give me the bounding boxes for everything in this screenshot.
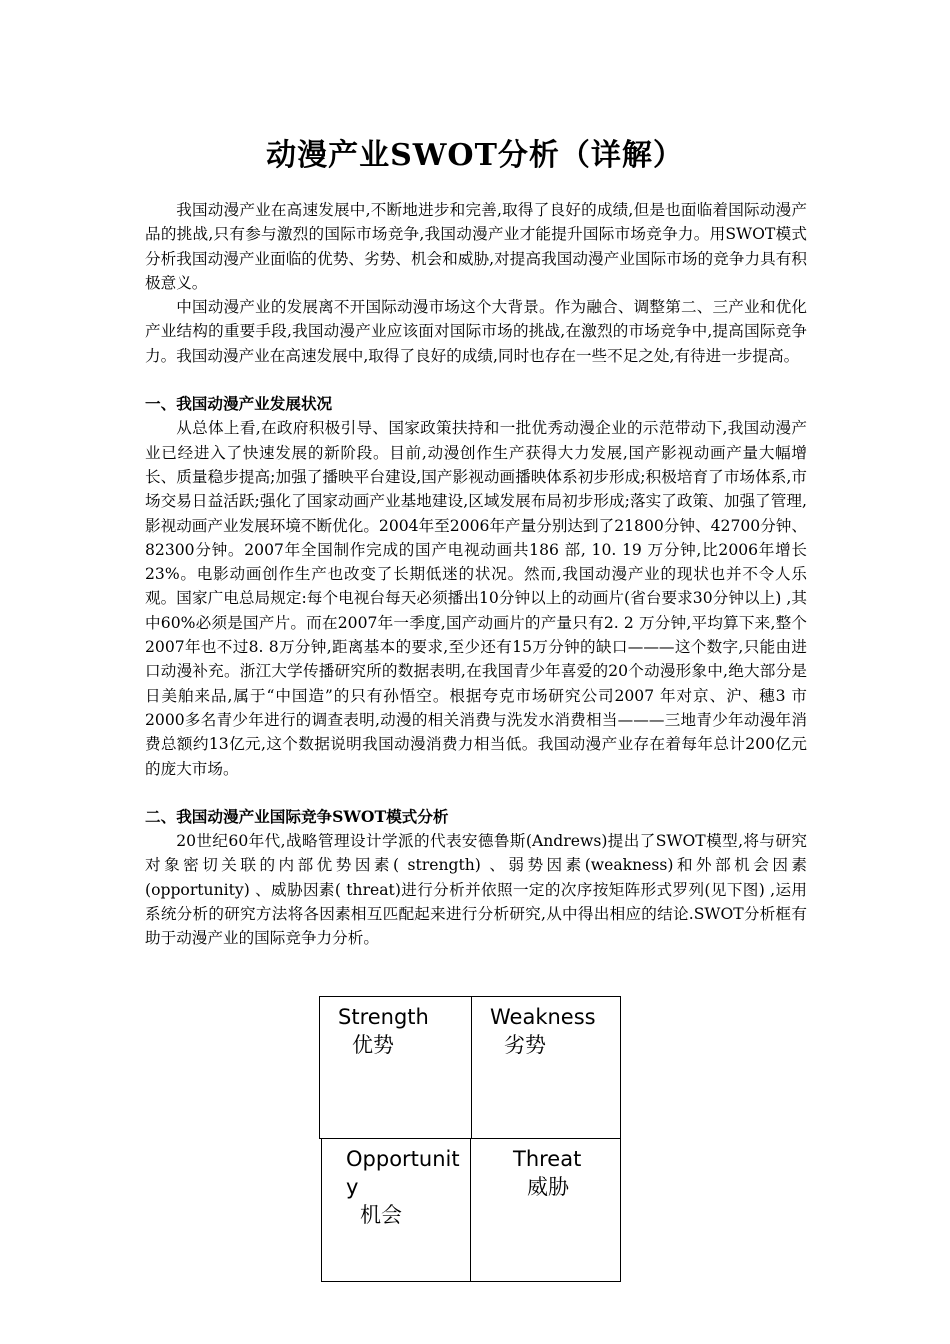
swot-threat-cell — [470, 1138, 621, 1282]
swot-strength-cell — [319, 996, 472, 1139]
intro-paragraph-2: 中国动漫产业的发展离不开国际动漫市场这个大背景。作为融合、调整第二、三产业和优化产业结构的重要手段,我国动漫产业应该面对国际市场的挑战,在激烈的市场竞争中,提高国际竞争力。我国动漫产业在高速发展中,取得了良好的成绩,同时也存在一些不足之处,有待进一步提高。 — [145, 298, 807, 365]
intro-paragraph-1: 我国动漫产业在高速发展中,不断地进步和完善,取得了良好的成绩,但是也面临着国际动漫产品的挑战,只有参与激烈的国际市场竞争,我国动漫产业才能提升国际市场竞争力。用SWOT模式分析我国动漫产业面临的优势、劣势、机会和威胁,对提高我国动漫产业国际市场的竞争力具有积极意义。 — [145, 201, 807, 292]
swot-matrix — [319, 996, 621, 1282]
weakness-label-en: Weakness — [490, 1005, 596, 1029]
document-title: 动漫产业SWOT分析（详解） — [266, 138, 684, 173]
weakness-label-zh: 劣势 — [504, 1033, 546, 1057]
document-body — [145, 198, 807, 951]
opportunity-label-zh: 机会 — [360, 1203, 402, 1227]
section1-heading: 一、我国动漫产业发展状况 — [145, 394, 333, 414]
strength-label-en: Strength — [338, 1005, 429, 1029]
swot-weakness-cell — [471, 996, 621, 1139]
section1-paragraph: 从总体上看,在政府积极引导、国家政策扶持和一批优秀动漫企业的示范带动下,我国动漫产业已经进入了快速发展的新阶段。目前,动漫创作生产获得大力发展,国产影视动画产量大幅增长、质量稳步提高;加强了播映平台建设,国产影视动画播映体系初步形成;积极培育了市场体系,市场交易日益活跃;强化了国家动画产业基地建设,区域发展布局初步形成;落实了政策、加强了管理,影视动画产业发展环境不断优化。2004年至2006年产量分别达到了21800分钟、42700分钟、82300分钟。2007年全国制作完成的国产电视动画共186 部, 10. 19 万分钟,比2006年增长23%。电影动画创作生产也改变了长期低迷的状况。然而,我国动漫产业的现状也并不令人乐观。国家广电总局规定:每个电视台每天必须播出10分钟以上的动画片(省台要求30分钟以上) ,其中60%必须是国产片。而在2007年一季度,国产动画片的产量只有2. 2 万分钟,平均算下来,整个2007年也不过8. 8万分钟,距离基本的要求,至少还有15万分钟的缺口———这个数字,只能由进口动漫补充。浙江大学传播研究所的数据表明,在我国青少年喜爱的20个动漫形象中,绝大部分是日美舶来品,属于“中国造”的只有孙悟空。根据夸克市场研究公司2007 年对京、沪、穗3 市2000多名青少年进行的调查表明,动漫的相关消费与洗发水消费相当———三地青少年动漫年消费总额约13亿元,这个数据说明我国动漫消费力相当低。我国动漫产业存在着每年总计200亿元的庞大市场。 — [145, 419, 807, 778]
opportunity-label-en: Opportunity — [346, 1147, 460, 1199]
threat-label-en: Threat — [513, 1147, 582, 1171]
swot-opportunity-cell — [321, 1138, 471, 1282]
section2-heading: 二、我国动漫产业国际竞争SWOT模式分析 — [145, 806, 449, 826]
threat-label-zh: 威胁 — [527, 1175, 569, 1199]
section2-paragraph: 20世纪60年代,战略管理设计学派的代表安德鲁斯(Andrews)提出了SWOT模型,将与研究对象密切关联的内部优势因素( strength) 、弱势因素(weakness)和外部机会因素(opportunity) 、威胁因素( threat)进行分析并依照一定的次序按矩阵形式罗列(见下图) ,运用系统分析的研究方法将各因素相互匹配起来进行分析研究,从中得出相应的结论.SWOT分析框有助于动漫产业的国际竞争力分析。 — [145, 832, 807, 948]
strength-label-zh: 优势 — [352, 1033, 394, 1057]
